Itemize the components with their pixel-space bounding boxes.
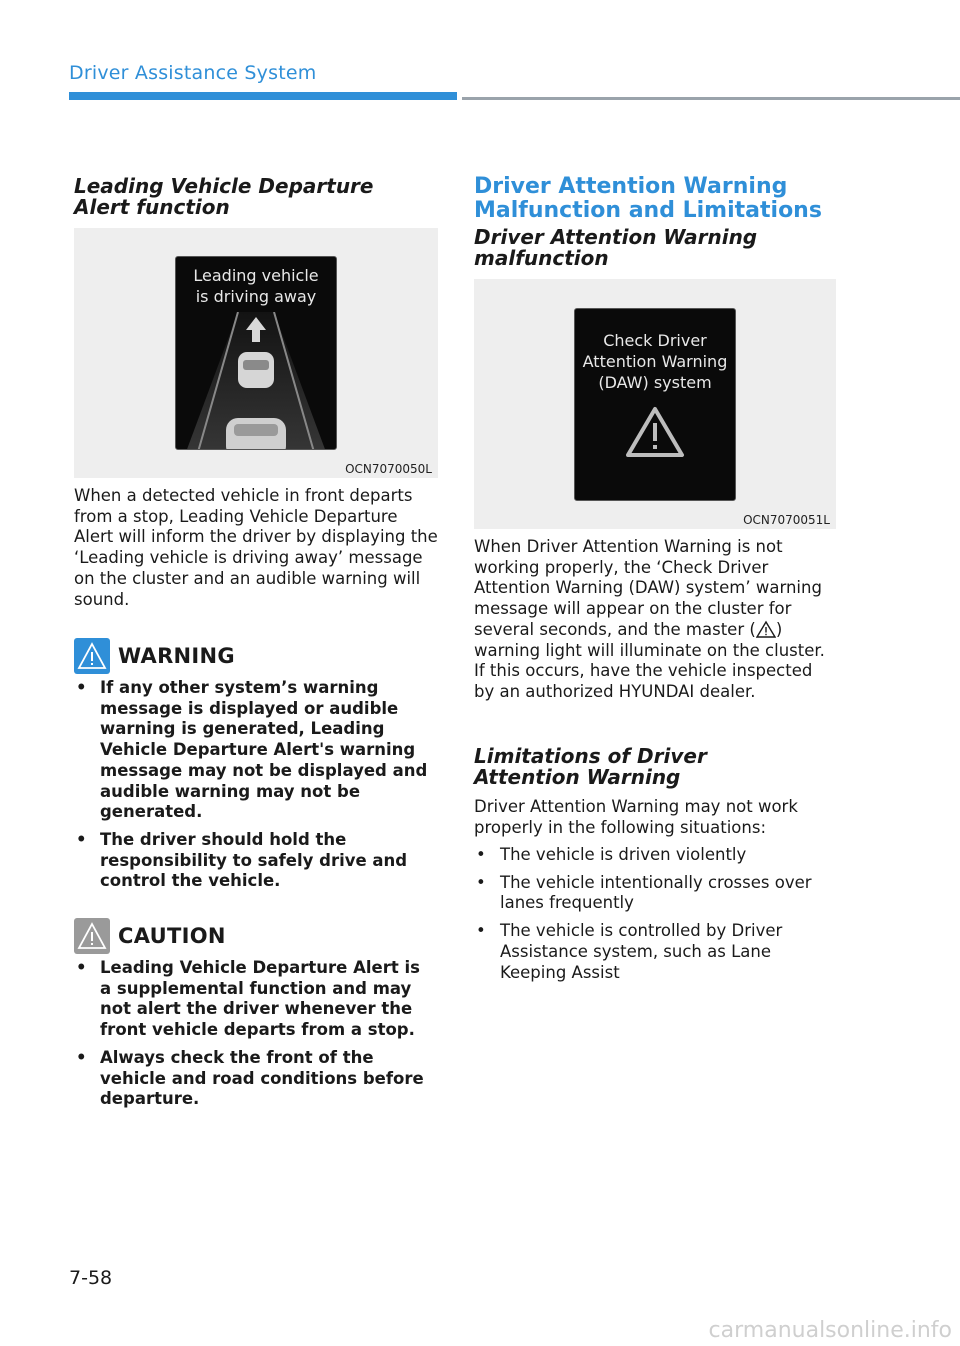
caution-list — [74, 958, 434, 1117]
warning-label: WARNING — [118, 644, 235, 668]
bullet: • — [476, 845, 486, 864]
running-header: Driver Assistance System — [69, 62, 317, 84]
watermark: carmanualsonline.info — [708, 1318, 952, 1343]
list-item: • Leading Vehicle Departure Alert is a supplemental function and may not alert the driver whenever the front vehicle departs from a stop. — [76, 958, 420, 1040]
page-number: 7-58 — [69, 1267, 113, 1289]
section-heading-line1: Driver Attention Warning — [474, 174, 788, 199]
subheading-daw-limitations: Limitations of Driver Attention Warning — [474, 744, 707, 789]
bullet: • — [476, 872, 486, 892]
caution-label: CAUTION — [118, 924, 226, 948]
leading-vehicle-paragraph: When a detected vehicle in front departs from a stop, Leading Vehicle Departure Alert will inform the driver by displaying the ‘Leading vehicle is driving away’ message on the cluster and an audible warning will sound. — [74, 486, 438, 609]
figure-leading-vehicle — [74, 228, 438, 478]
screen-message-line1: Leading vehicle — [193, 266, 319, 285]
section-heading-line2: Malfunction and Limitations — [474, 198, 822, 223]
caution-heading — [74, 918, 374, 954]
bullet: • — [76, 829, 87, 849]
daw-limitations-list — [474, 845, 836, 990]
subheading-daw-malfunction: Driver Attention Warning malfunction — [474, 225, 758, 270]
screen-message-line2: Attention Warning — [582, 352, 728, 371]
section-heading — [474, 175, 836, 223]
list-item: • If any other system’s warning message is displayed or audible warning is generated, Leading Vehicle Departure Alert's warning message may not be displayed and audible warning may not be generated. — [76, 678, 428, 822]
figure-daw-malfunction — [474, 279, 836, 529]
bullet: • — [76, 958, 87, 977]
caution-badge — [74, 918, 110, 954]
warning-triangle-icon — [575, 405, 735, 475]
bullet: • — [76, 1047, 87, 1067]
screen-message-line3: (DAW) system — [598, 373, 712, 392]
figure-code: OCN7070051L — [743, 513, 830, 527]
warning-triangle-icon — [74, 638, 110, 674]
subheading-leading-vehicle: Leading Vehicle Departure Alert function — [74, 174, 374, 219]
list-item: • Always check the front of the vehicle and road conditions before departure. — [76, 1047, 424, 1109]
list-item: • The vehicle is controlled by Driver Assistance system, such as Lane Keeping Assist — [476, 921, 783, 982]
bullet: • — [76, 678, 87, 697]
daw-malfunction-paragraph: When Driver Attention Warning is not working properly, the ‘Check Driver Attention Warning (DAW) system’ warning message will appear on the cluster for several seconds, and the master ( ) warning light will illuminate on the cluster. If this occurs, have the vehicle inspected by an authorized HYUNDAI dealer. — [474, 537, 825, 701]
header-accent-bar — [69, 92, 457, 100]
warning-triangle-icon — [74, 918, 110, 954]
warning-badge — [74, 638, 110, 674]
list-item: • The vehicle intentionally crosses over lanes frequently — [476, 872, 812, 913]
list-item: • The vehicle is driven violently — [476, 845, 747, 864]
cluster-screen — [175, 256, 337, 450]
warning-heading — [74, 638, 374, 674]
bullet: • — [476, 921, 486, 941]
warning-list — [74, 678, 434, 899]
master-warning-icon — [756, 620, 776, 638]
screen-message-line2: is driving away — [195, 287, 317, 306]
figure-code: OCN7070050L — [345, 462, 432, 476]
header-rule — [462, 97, 960, 100]
list-item: • The driver should hold the responsibility to safely drive and control the vehicle. — [76, 829, 408, 891]
screen-message-line1: Check Driver — [603, 331, 707, 350]
cluster-screen — [574, 308, 736, 501]
road-cars-illustration — [176, 312, 336, 450]
daw-limitations-paragraph: Driver Attention Warning may not work properly in the following situations: — [474, 797, 798, 837]
